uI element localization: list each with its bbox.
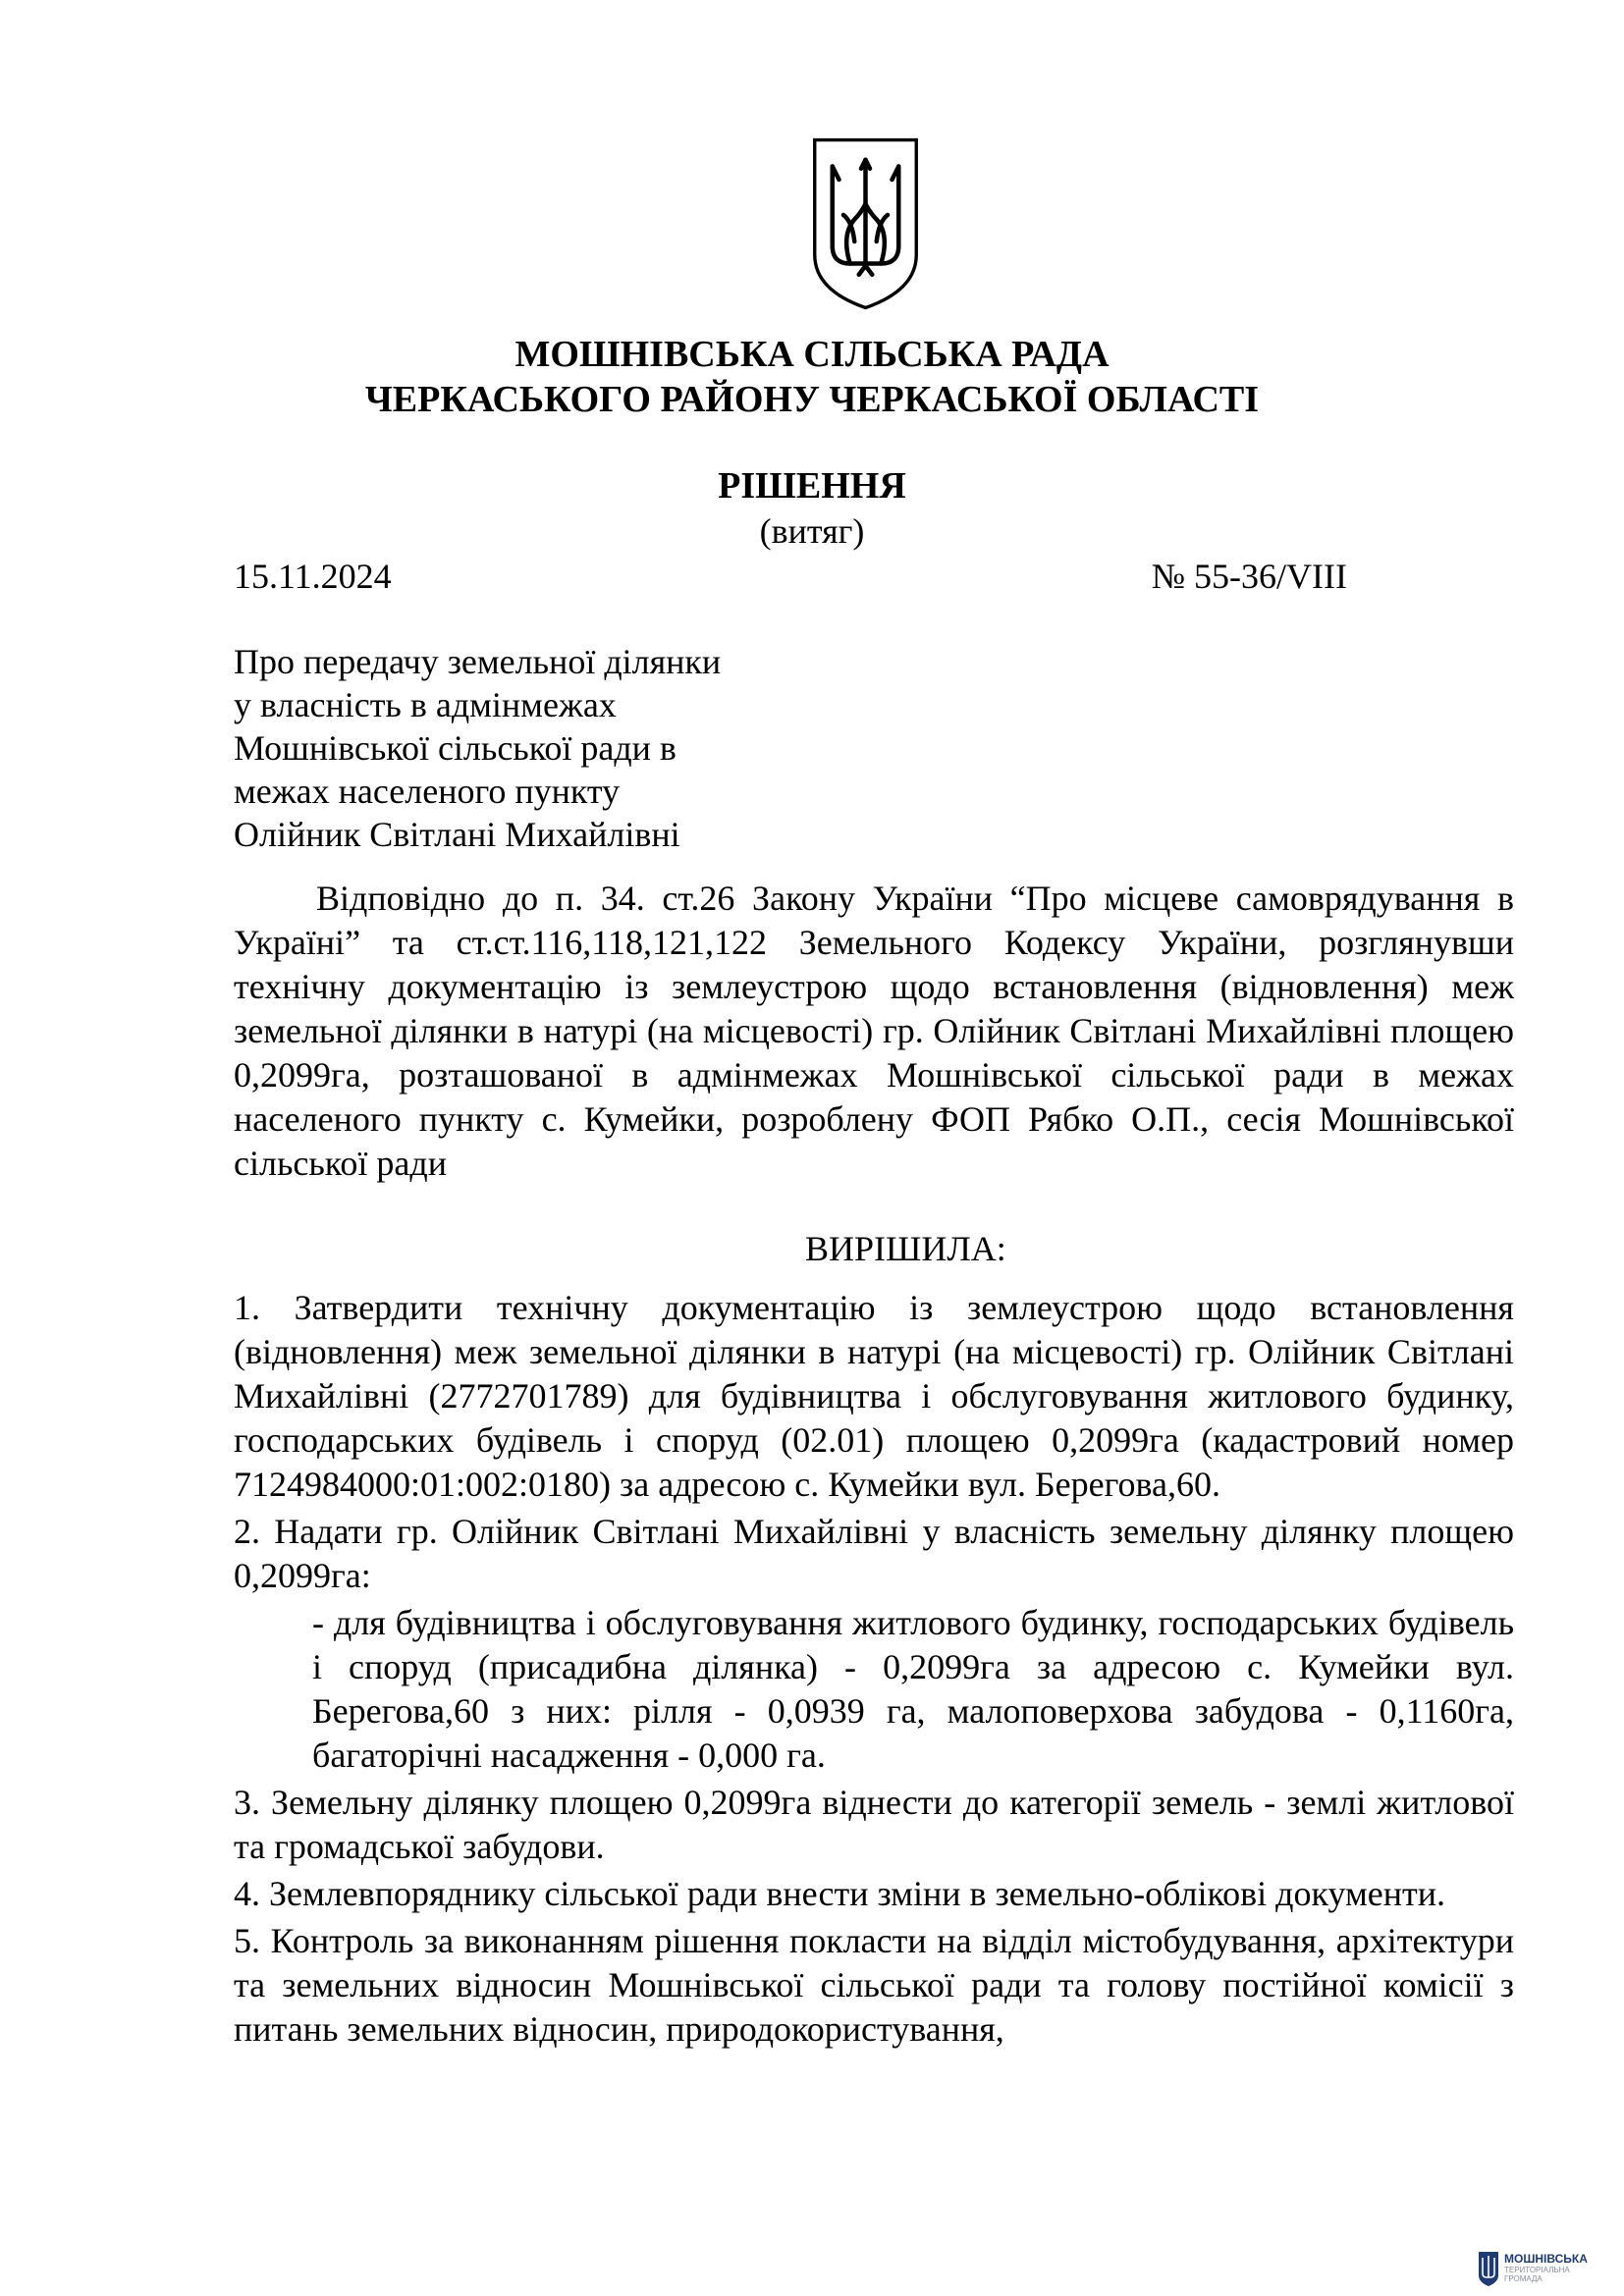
item-2-subitem: - для будівництва і обслуговування житлового будинку, господарських будівель і споруд (присадибна ділянка) - 0,2099га за адресою с. Кумейки вул. Берегова,60 з них: рілля - 0,0939 га, малоповерхова забудова - 0,1160га, багаторічні насадження - 0,000 га. [312, 1603, 1514, 1775]
decision-date: 15.11.2024 [234, 557, 392, 596]
item-5: 5. Контроль за виконанням рішення покласти на відділ містобудування, архітектури та земельних відносин Мошнівської сільської ради та голову постійної комісії з питань земельних відносин, природокористування, [234, 1921, 1514, 2049]
item-2: 2. Надати гр. Олійник Світлані Михайлівні у власність земельну ділянку площею 0,2099га: [234, 1512, 1514, 1595]
preamble-text: Відповідно до п. 34. ст.26 Закону України “Про місцеве самоврядування в Україні” та ст.ст.116,118,121,122 Земельного Кодексу України, розглянувши технічну документацію із землеустрою щодо встановлення (відновлення) меж земельної ділянки в натурі (на місцевості) гр. Олійник Світлані Михайлівні площею 0,2099га, розташованої в адмінмежах Мошнівської сільської ради в межах населеного пункту с. Кумейки, розроблену ФОП Рябко О.П., сесія Мошнівської сільської ради [234, 879, 1514, 1183]
community-logo [1477, 2250, 1604, 2289]
subject-line: у власність в адмінмежах [234, 685, 617, 724]
decided-heading: ВИРІШИЛА: [805, 1229, 1006, 1268]
preamble [234, 877, 1514, 1186]
council-name: МОШНІВСЬКА СІЛЬСЬКА РАДА [514, 334, 1110, 375]
decision-number: № 55-36/VIII [1151, 557, 1347, 596]
subject-line: Про передачу земельної ділянки [234, 642, 722, 681]
subject-line: межах населеного пункту [234, 772, 621, 811]
subject-line: Олійник Світлані Михайлівні [234, 815, 680, 854]
item-3: 3. Земельну ділянку площею 0,2099га віднести до категорії земель - землі житлової та громадської забудови. [234, 1783, 1514, 1866]
decision-subject [234, 640, 823, 856]
decision-items [234, 1286, 1514, 2055]
document-subtitle: (витяг) [759, 511, 865, 551]
document-title: РІШЕННЯ [718, 465, 906, 507]
logo-subtitle [1504, 2266, 1570, 2283]
item-4: 4. Землевпоряднику сільської ради внести зміни в земельно-облікові документи. [234, 1874, 1446, 1913]
logo-subtitle-line: ТЕРИТОРІАЛЬНА [1504, 2266, 1570, 2274]
subject-line: Мошнівської сільської ради в [234, 728, 677, 768]
item-1: 1. Затвердити технічну документацію із землеустрою щодо встановлення (відновлення) меж земельної ділянки в натурі (на місцевості) гр. Олійник Світлані Михайлівні (2772701789) для будівництва і обслуговування житлового будинку, господарських будівель і споруд (02.01) площею 0,2099га (кадастровий номер 7124984000:01:002:0180) за адресою с. Кумейки вул. Берегова,60. [234, 1288, 1514, 1504]
trident-coat-of-arms-icon [810, 135, 921, 312]
trident-logo-icon [1477, 2250, 1500, 2287]
logo-subtitle-line: ГРОМАДА [1504, 2274, 1543, 2283]
council-region: ЧЕРКАСЬКОГО РАЙОНУ ЧЕРКАСЬКОЇ ОБЛАСТІ [364, 379, 1260, 420]
logo-title: МОШНІВСЬКА [1504, 2252, 1588, 2266]
